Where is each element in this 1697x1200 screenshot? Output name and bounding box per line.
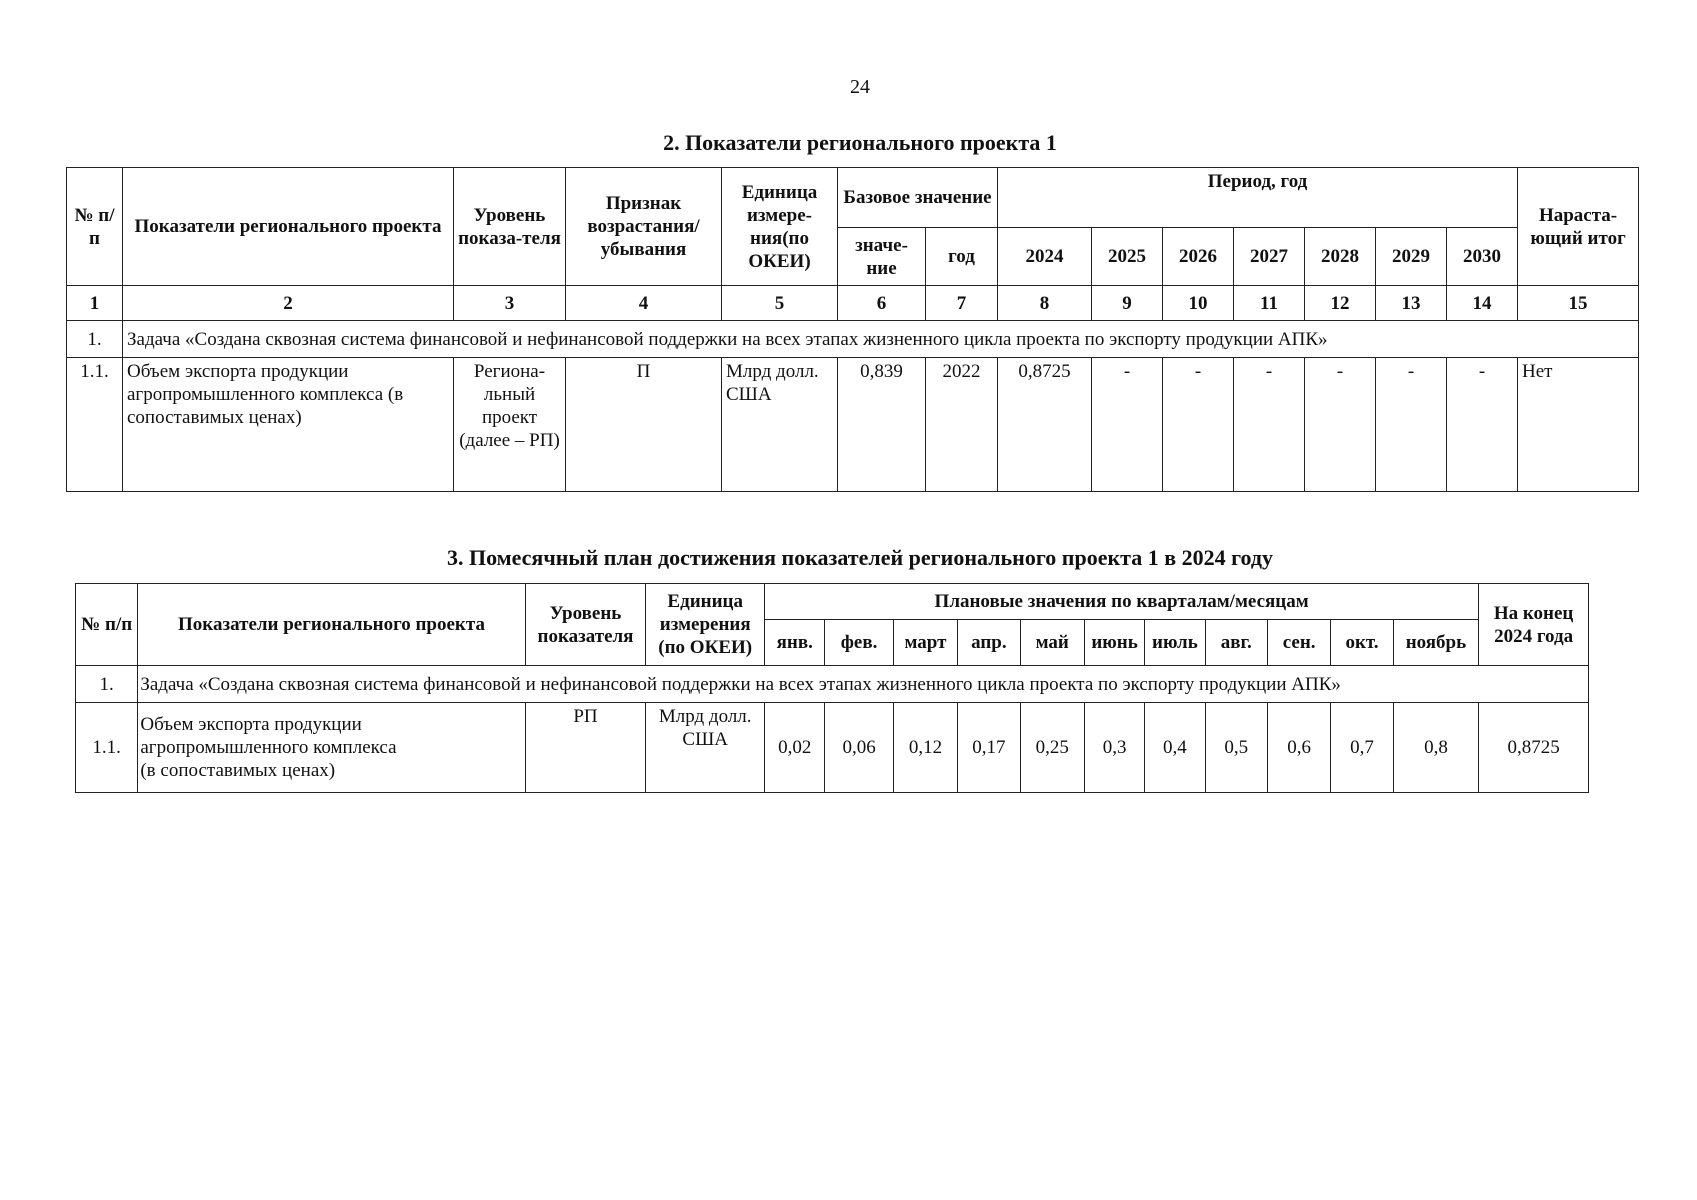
header-year: 2027: [1234, 228, 1305, 286]
row-month-value: 0,3: [1084, 703, 1144, 793]
row-level: Региона-льный проект (далее – РП): [454, 358, 566, 492]
header-year: 2026: [1163, 228, 1234, 286]
page-number: 24: [850, 76, 870, 98]
row-indicator-line: Объем экспорта продукции: [140, 714, 362, 735]
header-month: ноябрь: [1393, 620, 1479, 666]
task-number: 1.: [67, 321, 123, 358]
row-month-value: 0,5: [1205, 703, 1267, 793]
column-number: 3: [454, 286, 566, 321]
header-unit: Единица измере-ния(по ОКЕИ): [722, 168, 838, 286]
row-direction: П: [566, 358, 722, 492]
table3-title: 3. Помесячный план достижения показателей регионального проекта 1 в 2024 году: [446, 545, 1274, 570]
header-month: март: [893, 620, 957, 666]
row-month-value: 0,06: [825, 703, 893, 793]
row-indicator: [138, 703, 525, 793]
task-text: Задача «Создана сквозная система финансовой и нефинансовой поддержки на всех этапах жизненного цикла проекта по экспорту продукции АПК»: [138, 666, 1589, 703]
row-month-value: 0,4: [1145, 703, 1205, 793]
column-number: 12: [1305, 286, 1376, 321]
row-month-value: 0,12: [893, 703, 957, 793]
row-indicator-line: агропромышленного комплекса: [140, 737, 397, 758]
row-year-value: -: [1092, 358, 1163, 492]
header-level: Уровень показателя: [525, 584, 646, 666]
row-month-value: 0,02: [765, 703, 825, 793]
column-number: 10: [1163, 286, 1234, 321]
header-period: Период, год: [998, 168, 1518, 228]
header-year: 2029: [1376, 228, 1447, 286]
header-indicator: Показатели регионального проекта: [138, 584, 525, 666]
table2-title: 2. Показатели регионального проекта 1: [663, 130, 1057, 155]
header-month: апр.: [958, 620, 1020, 666]
row-year-value: -: [1376, 358, 1447, 492]
row-month-value: 0,7: [1331, 703, 1393, 793]
column-number: 13: [1376, 286, 1447, 321]
row-number: 1.1.: [67, 358, 123, 492]
header-num: № п/п: [76, 584, 138, 666]
header-month: фев.: [825, 620, 893, 666]
row-level: РП: [525, 703, 646, 793]
row-month-value: 0,8: [1393, 703, 1479, 793]
header-direction: Признак возрастания/ убывания: [566, 168, 722, 286]
row-year-value: 0,8725: [998, 358, 1092, 492]
monthly-plan-table: [75, 583, 1589, 793]
row-year-value: -: [1234, 358, 1305, 492]
row-month-value: 0,6: [1267, 703, 1330, 793]
row-unit: Млрд долл. США: [646, 703, 765, 793]
header-base: Базовое значение: [838, 168, 998, 228]
row-indicator-line: (в сопоставимых ценах): [140, 760, 336, 781]
indicators-table: [66, 167, 1639, 492]
header-unit: Единица измерения (по ОКЕИ): [646, 584, 765, 666]
row-year-value: -: [1447, 358, 1518, 492]
header-year: 2030: [1447, 228, 1518, 286]
header-base-value: значе-ние: [838, 228, 926, 286]
header-month: авг.: [1205, 620, 1267, 666]
header-year: 2025: [1092, 228, 1163, 286]
column-number: 1: [67, 286, 123, 321]
row-year-end: 0,8725: [1479, 703, 1589, 793]
column-number: 14: [1447, 286, 1518, 321]
column-number: 11: [1234, 286, 1305, 321]
row-month-value: 0,25: [1020, 703, 1084, 793]
column-number: 2: [123, 286, 454, 321]
column-number: 9: [1092, 286, 1163, 321]
header-level: Уровень показа-теля: [454, 168, 566, 286]
header-month: июнь: [1084, 620, 1144, 666]
header-plan: Плановые значения по кварталам/месяцам: [765, 584, 1479, 620]
column-number: 7: [926, 286, 998, 321]
row-month-value: 0,17: [958, 703, 1020, 793]
row-year-value: -: [1305, 358, 1376, 492]
row-unit: Млрд долл. США: [722, 358, 838, 492]
column-number: 4: [566, 286, 722, 321]
header-indicator: Показатели регионального проекта: [123, 168, 454, 286]
header-month: окт.: [1331, 620, 1393, 666]
row-year-value: -: [1163, 358, 1234, 492]
row-base-value: 0,839: [838, 358, 926, 492]
column-number: 6: [838, 286, 926, 321]
header-month: июль: [1145, 620, 1205, 666]
row-number: 1.1.: [76, 703, 138, 793]
task-text: Задача «Создана сквозная система финансовой и нефинансовой поддержки на всех этапах жизненного цикла проекта по экспорту продукции АПК»: [123, 321, 1639, 358]
task-number: 1.: [76, 666, 138, 703]
header-month: май: [1020, 620, 1084, 666]
header-year: 2028: [1305, 228, 1376, 286]
row-base-year: 2022: [926, 358, 998, 492]
header-num: № п/п: [67, 168, 123, 286]
row-cumulative: Нет: [1518, 358, 1639, 492]
row-indicator: Объем экспорта продукции агропромышленного комплекса (в сопоставимых ценах): [123, 358, 454, 492]
header-base-year: год: [926, 228, 998, 286]
header-cumulative: Нараста-ющий итог: [1518, 168, 1639, 286]
header-year-end: На конец 2024 года: [1479, 584, 1589, 666]
header-year: 2024: [998, 228, 1092, 286]
header-month: сен.: [1267, 620, 1330, 666]
column-number: 15: [1518, 286, 1639, 321]
column-number: 8: [998, 286, 1092, 321]
header-month: янв.: [765, 620, 825, 666]
column-number: 5: [722, 286, 838, 321]
